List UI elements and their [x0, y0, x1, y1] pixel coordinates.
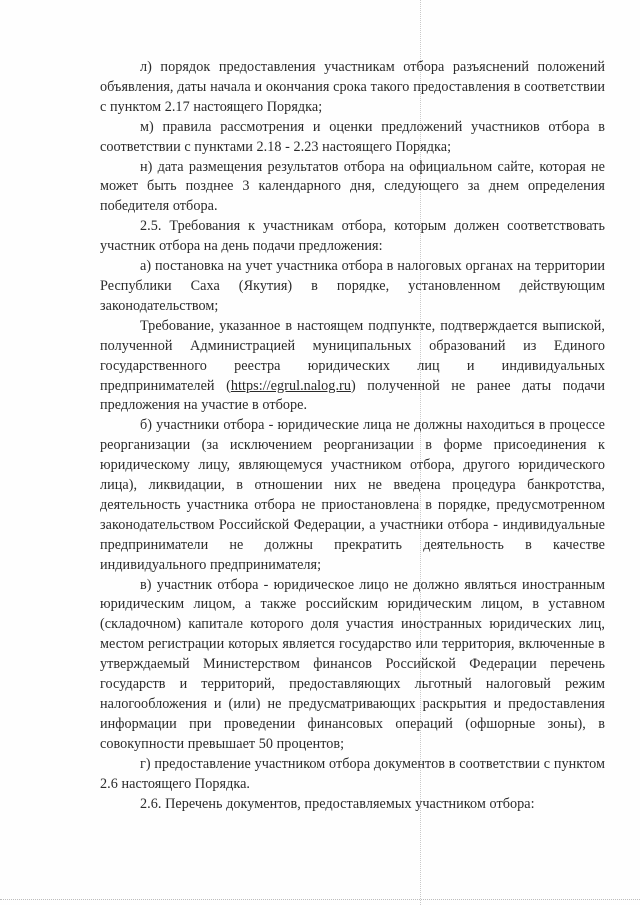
- paragraph-a: а) постановка на учет участника отбора в налоговых органах на территории Республики Саха (Якутия) в порядке, установленном действующим законодательством;: [100, 258, 605, 314]
- paragraph-b: б) участники отбора - юридические лица не должны находиться в процессе реорганизации (за исключением реорганизации в форме присоединения к юридическому лицу, являющемуся участником отбора, другого юридического лица), ликвидации, в отношении них не введена процедура банкротства, деятельность участника отбора не приостановлена в порядке, предусмотренном законодательством Российской Федерации, а участники отбора - индивидуальные предприниматели не должны прекратить деятельность в качестве индивидуального предпринимателя;: [100, 417, 605, 573]
- paragraph-v: в) участник отбора - юридическое лицо не должно являться иностранным юридическим лицом, а также российским юридическим лицом, в уставном (складочном) капитале которого доля участия иностранных юридических лиц, местом регистрации которых является государство или территория, включенные в утверждаемый Министерством финансов Российской Федерации перечень государств и территорий, предоставляющих льготный налоговый режим налогообложения и (или) не предусматривающих раскрытия и предоставления информации при проведении финансовых операций (офшорные зоны), в совокупности превышает 50 процентов;: [100, 576, 605, 752]
- paragraph-n: н) дата размещения результатов отбора на официальном сайте, которая не может быть позднее 3 календарного дня, следующего за днем определения победителя отбора.: [100, 158, 605, 215]
- egrul-link[interactable]: https://egrul.nalog.ru: [230, 377, 351, 394]
- section-2-6-heading: 2.6. Перечень документов, предоставляемых участником отбора:: [140, 795, 535, 812]
- requirement-text-end: ) полученной не ранее даты подачи предложения на участие в отборе.: [100, 377, 605, 414]
- paragraph-requirement: [100, 317, 605, 417]
- section-2-5-heading: 2.5. Требования к участникам отбора, которым должен соответствовать участник отбора на день подачи предложения:: [100, 218, 605, 255]
- document-body: [100, 58, 605, 814]
- page-bottom-edge: [0, 899, 640, 900]
- paragraph-g: г) предоставление участником отбора документов в соответствии с пунктом 2.6 настоящего Порядка.: [100, 755, 605, 792]
- requirement-text: Требование, указанное в настоящем подпункте, подтверждается выпиской, полученной Администрацией муниципальных образований из Единого государственного реестра юридических лиц и индивидуальных предпринимателей (: [100, 317, 605, 394]
- paragraph-m: м) правила рассмотрения и оценки предложений участников отбора в соответствии с пунктами 2.18 - 2.23 настоящего Порядка;: [100, 118, 605, 155]
- paragraph-l: л) порядок предоставления участникам отбора разъяснений положений объявления, даты начала и окончания срока такого предоставления в соответствии с пунктом 2.17 настоящего Порядка;: [100, 59, 605, 115]
